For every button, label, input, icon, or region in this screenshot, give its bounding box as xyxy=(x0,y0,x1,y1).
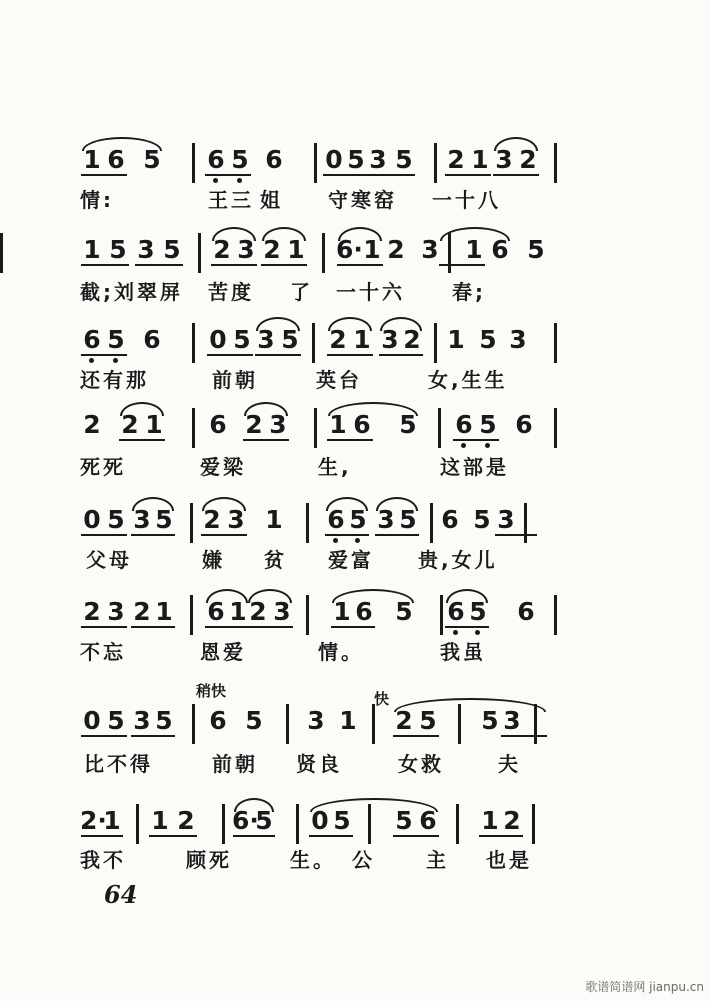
note: 6· xyxy=(232,806,259,835)
lyric-text: 贵,女儿 xyxy=(418,548,498,572)
beam-underline xyxy=(205,626,249,628)
note: 6 xyxy=(80,325,104,355)
slur xyxy=(338,227,382,241)
beam-underline xyxy=(325,534,369,536)
note: 3 xyxy=(107,597,125,626)
slur xyxy=(394,698,546,712)
slur xyxy=(332,589,414,603)
tempo-mark-slightly-fast: 稍快 xyxy=(196,682,227,700)
beam-underline xyxy=(81,354,127,356)
barline xyxy=(192,323,195,363)
note: 3 xyxy=(257,325,275,354)
slur xyxy=(82,137,162,151)
lyric-text: 截;刘翠屏 xyxy=(80,280,183,304)
barline xyxy=(554,323,557,363)
note: 1 xyxy=(447,325,465,354)
beam-underline xyxy=(119,439,165,441)
beam-underline xyxy=(323,174,367,176)
beam-underline xyxy=(367,174,415,176)
lyric-text: 爱富 xyxy=(328,548,374,572)
beam-underline xyxy=(327,439,373,441)
slur xyxy=(310,798,438,812)
note: 5 xyxy=(395,597,413,626)
note: 3 xyxy=(307,706,325,735)
note: 2 xyxy=(245,410,263,439)
barline xyxy=(312,323,315,363)
note: 5 xyxy=(281,325,299,354)
note: 5 xyxy=(333,806,351,835)
note: 2 xyxy=(249,597,267,626)
barline xyxy=(306,595,309,635)
note: 3 xyxy=(227,505,245,534)
octave-dot xyxy=(355,538,360,543)
lyric-text: 苦度 xyxy=(208,280,254,304)
note: 3 xyxy=(509,325,527,354)
beam-underline xyxy=(393,735,439,737)
note: 0 xyxy=(209,325,227,354)
note: 1 xyxy=(151,806,169,835)
barline xyxy=(434,323,437,363)
note: 5 xyxy=(395,806,413,835)
note: 2 xyxy=(387,235,405,264)
note: 1 xyxy=(83,235,101,264)
note: 1 xyxy=(481,806,499,835)
beam-underline xyxy=(131,534,175,536)
beam-underline xyxy=(233,835,275,837)
slur xyxy=(202,497,246,511)
beam-underline xyxy=(81,264,129,266)
lyric-text: 我不 xyxy=(80,848,126,872)
note: 5 xyxy=(163,235,181,264)
note: 5 xyxy=(395,145,413,174)
note: 1 xyxy=(83,145,101,174)
note: 1 xyxy=(155,597,173,626)
octave-dot xyxy=(113,358,118,363)
barline xyxy=(372,704,375,744)
slur xyxy=(206,589,248,603)
note: 0 xyxy=(325,145,343,174)
note: 6 xyxy=(209,410,227,439)
note: 3 xyxy=(369,145,387,174)
lyric-text: 公 xyxy=(352,848,375,872)
note: 2 xyxy=(403,325,421,354)
note: 5 xyxy=(419,706,437,735)
beam-underline xyxy=(81,174,127,176)
beam-underline xyxy=(243,439,289,441)
barline xyxy=(322,233,325,273)
note: 2· xyxy=(80,806,107,835)
note: 5 xyxy=(479,325,497,354)
beam-underline xyxy=(255,354,301,356)
lyric-text: 贫 xyxy=(264,548,287,572)
barline xyxy=(314,408,317,448)
beam-underline xyxy=(493,174,539,176)
note: 6 xyxy=(265,145,283,174)
barline xyxy=(190,503,193,543)
lyric-text: 我虽 xyxy=(440,640,486,664)
note: 3 xyxy=(377,505,395,534)
beam-underline xyxy=(501,735,547,737)
lyric-text: 嫌 xyxy=(202,548,225,572)
note: 6 xyxy=(515,410,533,439)
lyric-text: 情: xyxy=(80,188,114,212)
note: 5 xyxy=(104,325,128,355)
lyric-text: 夫 xyxy=(498,752,521,776)
octave-dot xyxy=(453,630,458,635)
beam-underline xyxy=(81,626,127,628)
slur xyxy=(234,798,274,812)
beam-underline xyxy=(327,354,373,356)
note: 5 xyxy=(399,505,417,534)
octave-dot xyxy=(461,443,466,448)
beam-underline xyxy=(309,835,353,837)
lyric-text: 守寒窑 xyxy=(328,188,397,212)
lyric-text: 父母 xyxy=(86,548,132,572)
beam-underline xyxy=(207,354,253,356)
note: 2 xyxy=(519,145,537,174)
note: 1 xyxy=(329,410,347,439)
slur xyxy=(256,317,300,331)
note: 2 xyxy=(83,597,101,626)
note: 5 xyxy=(527,235,545,264)
octave-dot xyxy=(89,358,94,363)
octave-dot xyxy=(333,538,338,543)
note: 5 xyxy=(476,410,500,440)
note: 1 xyxy=(229,597,247,626)
octave-dot xyxy=(485,443,490,448)
tempo-mark-fast: 快 xyxy=(374,690,390,708)
barline xyxy=(136,804,139,844)
beam-underline xyxy=(135,264,183,266)
octave-dot xyxy=(237,178,242,183)
note: 6 xyxy=(353,410,371,439)
beam-underline xyxy=(247,626,293,628)
note: 1 xyxy=(333,597,351,626)
note: 2 xyxy=(177,806,195,835)
note: 1 xyxy=(287,235,305,264)
note: 6 xyxy=(452,410,476,440)
note: 1 xyxy=(339,706,357,735)
lyric-text: 生。 xyxy=(290,848,336,872)
note: 1 xyxy=(265,505,283,534)
beam-underline xyxy=(205,174,251,176)
note: 5 xyxy=(109,235,127,264)
barline xyxy=(296,804,299,844)
note: 6 xyxy=(209,706,227,735)
lyric-text: 春; xyxy=(452,280,486,304)
beam-underline xyxy=(211,264,257,266)
note: 6 xyxy=(444,597,468,627)
note: 6 xyxy=(491,235,509,264)
barline xyxy=(0,233,3,273)
barline xyxy=(190,595,193,635)
lyric-text: 一十六 xyxy=(336,280,405,304)
barline xyxy=(192,143,195,183)
octave-dot xyxy=(213,178,218,183)
lyric-text: 姐 xyxy=(260,188,283,212)
barline xyxy=(440,595,443,635)
note: 5 xyxy=(155,505,173,534)
lyric-text: 前朝 xyxy=(212,368,258,392)
slur xyxy=(376,497,418,511)
slur xyxy=(328,402,418,416)
note: 5 xyxy=(347,145,365,174)
slur xyxy=(244,402,288,416)
note: 3 xyxy=(421,235,439,264)
barline xyxy=(554,408,557,448)
page-number: 64 xyxy=(104,880,138,909)
barline xyxy=(286,704,289,744)
barline xyxy=(198,233,201,273)
barline xyxy=(192,408,195,448)
note: 3 xyxy=(381,325,399,354)
slur xyxy=(380,317,422,331)
note: 2 xyxy=(121,410,139,439)
beam-underline xyxy=(453,439,499,441)
beam-underline xyxy=(131,626,175,628)
note: 6 xyxy=(324,505,348,535)
note: 3 xyxy=(497,505,515,534)
beam-underline xyxy=(201,534,247,536)
beam-underline xyxy=(495,534,537,536)
note: 5 xyxy=(466,597,490,627)
note: 5 xyxy=(233,325,251,354)
lyric-text: 比不得 xyxy=(84,752,153,776)
slur xyxy=(120,402,164,416)
lyric-text: 一十八 xyxy=(432,188,501,212)
note: 6· xyxy=(336,235,363,264)
lyric-text: 这部是 xyxy=(440,455,509,479)
beam-underline xyxy=(81,534,127,536)
beam-underline xyxy=(439,264,485,266)
lyric-text: 英台 xyxy=(316,368,362,392)
note: 5 xyxy=(143,145,161,174)
note: 2 xyxy=(395,706,413,735)
note: 3 xyxy=(133,505,151,534)
lyric-text: 情。 xyxy=(318,640,364,664)
note: 1 xyxy=(103,806,121,835)
lyric-text: 生, xyxy=(318,455,352,479)
note: 3 xyxy=(269,410,287,439)
slur xyxy=(446,589,488,603)
note: 1 xyxy=(471,145,489,174)
beam-underline xyxy=(337,264,383,266)
note: 5 xyxy=(399,410,417,439)
note: 6 xyxy=(355,597,373,626)
slur xyxy=(212,227,256,241)
lyric-text: 死死 xyxy=(80,455,126,479)
note: 2 xyxy=(83,410,101,439)
barline xyxy=(434,143,437,183)
note: 1 xyxy=(145,410,163,439)
beam-underline xyxy=(479,835,523,837)
note: 6 xyxy=(107,145,125,174)
beam-underline xyxy=(379,354,423,356)
beam-underline xyxy=(375,534,419,536)
lyric-text: 了 xyxy=(290,280,313,304)
note: 0 xyxy=(311,806,329,835)
slur xyxy=(440,227,510,241)
lyric-text: 女,生生 xyxy=(428,368,508,392)
note: 2 xyxy=(133,597,151,626)
lyric-text: 前朝 xyxy=(212,752,258,776)
note: 5 xyxy=(473,505,491,534)
beam-underline xyxy=(445,174,491,176)
barline xyxy=(456,804,459,844)
lyric-text: 贤良 xyxy=(296,752,342,776)
lyric-text: 顾死 xyxy=(186,848,232,872)
note: 1 xyxy=(353,325,371,354)
barline xyxy=(192,704,195,744)
note: 3 xyxy=(237,235,255,264)
beam-underline xyxy=(261,264,307,266)
lyric-text: 不忘 xyxy=(80,640,126,664)
lyric-text: 还有那 xyxy=(80,368,149,392)
note: 5 xyxy=(228,145,252,175)
note: 6 xyxy=(143,325,161,354)
slur xyxy=(248,589,292,603)
barline xyxy=(314,143,317,183)
beam-underline xyxy=(331,626,375,628)
lyric-text: 主 xyxy=(426,848,449,872)
note: 1 xyxy=(465,235,483,264)
note: 6 xyxy=(517,597,535,626)
note: 5 xyxy=(155,706,173,735)
note: 5 xyxy=(255,806,273,835)
barline xyxy=(430,503,433,543)
barline xyxy=(524,503,527,543)
note: 3 xyxy=(503,706,521,735)
lyric-text: 女救 xyxy=(398,752,444,776)
slur xyxy=(326,497,368,511)
lyric-text: 爱梁 xyxy=(200,455,246,479)
note: 5 xyxy=(245,706,263,735)
note: 6 xyxy=(419,806,437,835)
barline xyxy=(554,595,557,635)
beam-underline xyxy=(131,735,175,737)
beam-underline xyxy=(393,835,439,837)
note: 2 xyxy=(213,235,231,264)
note: 3 xyxy=(137,235,155,264)
note: 2 xyxy=(263,235,281,264)
note: 1 xyxy=(363,235,381,264)
slur xyxy=(328,317,372,331)
note: 0 xyxy=(83,505,101,534)
barline xyxy=(532,804,535,844)
octave-dot xyxy=(475,630,480,635)
slur xyxy=(494,137,538,151)
note: 2 xyxy=(329,325,347,354)
note: 5 xyxy=(107,706,125,735)
note: 6 xyxy=(204,145,228,175)
note: 3 xyxy=(133,706,151,735)
note: 3 xyxy=(273,597,291,626)
barline xyxy=(306,503,309,543)
beam-underline xyxy=(149,835,197,837)
note: 6 xyxy=(441,505,459,534)
beam-underline xyxy=(445,626,489,628)
note: 0 xyxy=(83,706,101,735)
barline xyxy=(222,804,225,844)
note: 2 xyxy=(203,505,221,534)
slur xyxy=(262,227,306,241)
lyric-text: 也是 xyxy=(486,848,532,872)
note: 3 xyxy=(495,145,513,174)
note: 2 xyxy=(447,145,465,174)
beam-underline xyxy=(81,835,123,837)
note: 5 xyxy=(481,706,499,735)
lyric-text: 恩爱 xyxy=(200,640,246,664)
note: 2 xyxy=(503,806,521,835)
barline xyxy=(554,143,557,183)
slur xyxy=(132,497,174,511)
note: 5 xyxy=(346,505,370,535)
beam-underline xyxy=(81,735,127,737)
lyric-text: 王三 xyxy=(208,188,254,212)
barline xyxy=(438,408,441,448)
note: 6 xyxy=(207,597,225,626)
note: 5 xyxy=(107,505,125,534)
watermark: 歌谱简谱网 jianpu.cn xyxy=(585,980,704,994)
